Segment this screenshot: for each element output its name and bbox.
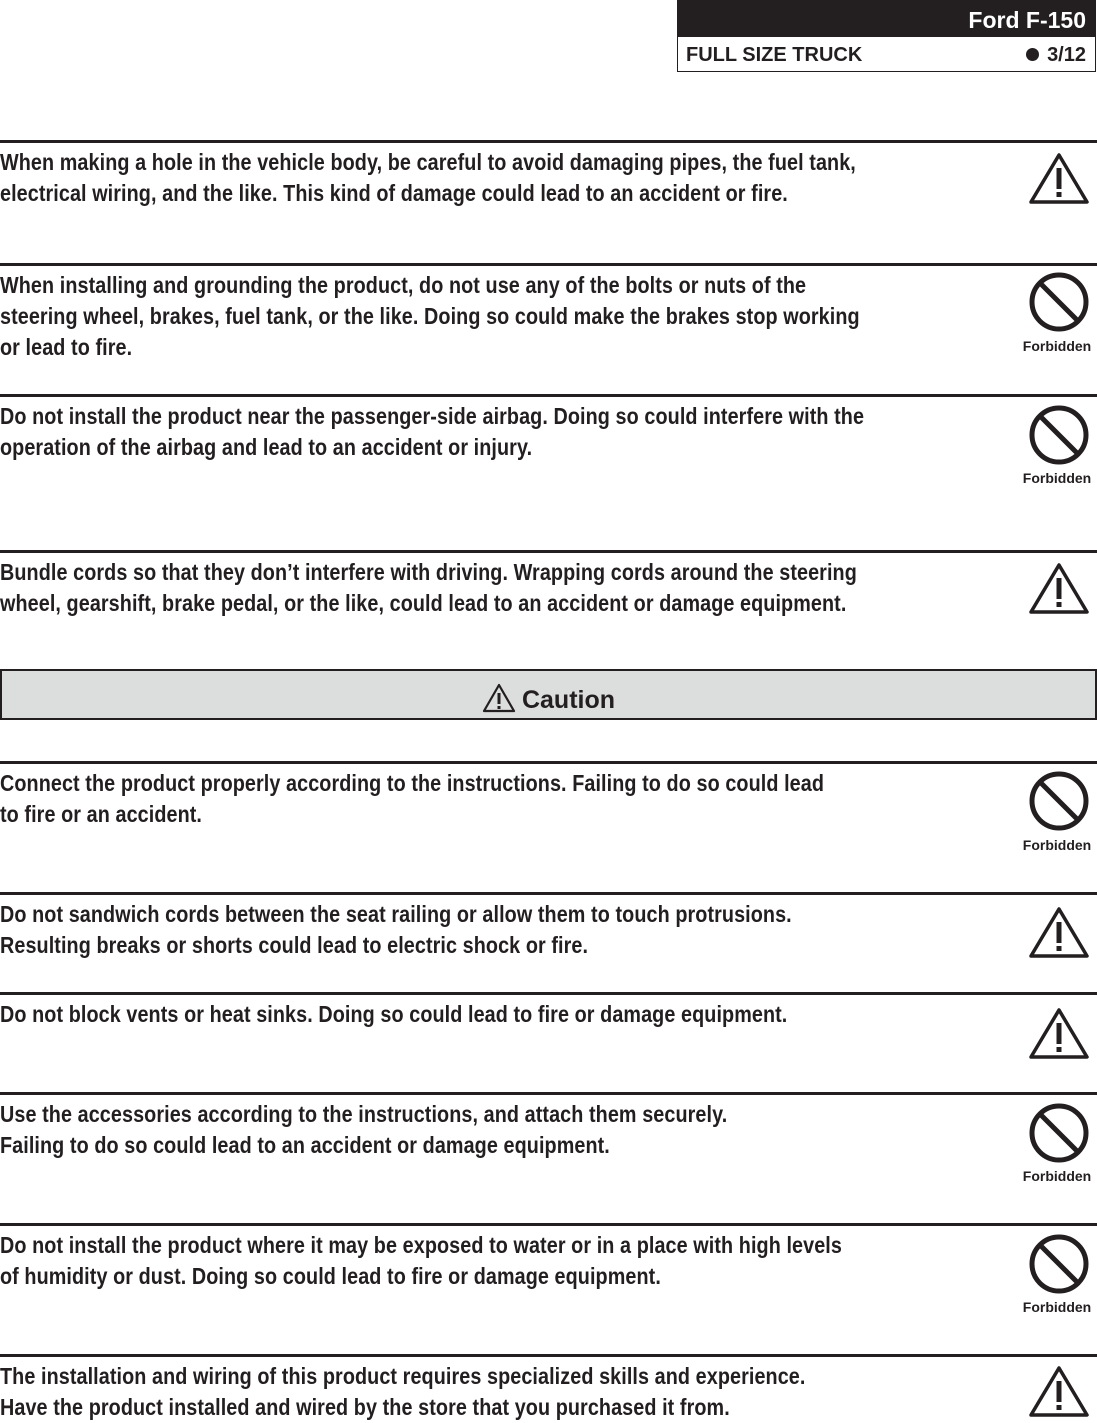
caution-banner: [0, 669, 1097, 720]
item-line: wheel, gearshift, brake pedal, or the like, could lead to an accident or damage equipment.: [0, 590, 847, 616]
item-line: Failing to do so could lead to an accident or damage equipment.: [0, 1132, 610, 1158]
item-line: Do not sandwich cords between the seat railing or allow them to touch protrusions.: [0, 901, 792, 927]
item-text: [0, 401, 873, 463]
item-line: Do not install the product where it may be exposed to water or in a place with high levels: [0, 1232, 842, 1258]
warning-icon: [1028, 151, 1090, 205]
model-header: [677, 0, 1096, 72]
warning-item: [0, 1354, 1097, 1422]
forbidden-label: Forbidden: [1022, 338, 1092, 354]
item-text: [0, 1230, 873, 1292]
forbidden-item: [0, 394, 1097, 547]
warning-item: [0, 892, 1097, 995]
forbidden-icon: [1028, 770, 1090, 832]
forbidden-icon: [1028, 404, 1090, 466]
forbidden-label: Forbidden: [1022, 470, 1092, 486]
forbidden-item: [0, 263, 1097, 396]
warning-icon: [1028, 561, 1090, 615]
forbidden-icon: [1028, 1233, 1090, 1295]
item-text: [0, 899, 873, 961]
warning-icon: [1028, 905, 1090, 959]
item-line: steering wheel, brakes, fuel tank, or the like. Doing so could make the brakes stop working: [0, 303, 860, 329]
forbidden-label: Forbidden: [1022, 837, 1092, 853]
caution-label: Caution: [521, 686, 616, 714]
item-line: The installation and wiring of this product requires specialized skills and experience.: [0, 1363, 806, 1389]
item-line: When installing and grounding the product, do not use any of the bolts or nuts of the: [0, 272, 807, 298]
forbidden-icon: [1028, 271, 1090, 333]
forbidden-item: [0, 1223, 1097, 1356]
item-line: Use the accessories according to the instructions, and attach them securely.: [0, 1101, 728, 1127]
item-line: electrical wiring, and the like. This kind of damage could lead to an accident or fire.: [0, 180, 788, 206]
category-bar: [678, 37, 1095, 71]
item-text: [0, 147, 873, 209]
item-text: [0, 1361, 873, 1423]
warning-icon: [1028, 1006, 1090, 1060]
item-line: or lead to fire.: [0, 334, 133, 360]
item-line: Resulting breaks or shorts could lead to electric shock or fire.: [0, 932, 589, 958]
vehicle-category: FULL SIZE TRUCK: [686, 44, 863, 66]
item-line: to fire or an accident.: [0, 801, 203, 827]
caution-icon: [482, 683, 516, 713]
item-line: Do not block vents or heat sinks. Doing so could lead to fire or damage equipment.: [0, 1001, 788, 1027]
forbidden-item: [0, 761, 1097, 892]
page-indicator: [1026, 37, 1086, 73]
item-line: Do not install the product near the passenger-side airbag. Doing so could interfere with the: [0, 403, 865, 429]
forbidden-label: Forbidden: [1022, 1299, 1092, 1315]
warning-icon: [1028, 1364, 1090, 1418]
page-number: 3/12: [1047, 44, 1086, 66]
forbidden-label: Forbidden: [1022, 1168, 1092, 1184]
item-text: [0, 557, 873, 619]
forbidden-item: [0, 1092, 1097, 1225]
item-text: [0, 768, 873, 830]
item-text: [0, 999, 873, 1030]
item-text: [0, 1099, 873, 1161]
item-line: of humidity or dust. Doing so could lead to fire or damage equipment.: [0, 1263, 661, 1289]
bullet-icon: [1026, 48, 1039, 61]
warning-item: [0, 992, 1097, 1095]
item-text: [0, 270, 873, 363]
forbidden-icon: [1028, 1102, 1090, 1164]
item-line: When making a hole in the vehicle body, be careful to avoid damaging pipes, the fuel tank,: [0, 149, 856, 175]
warning-item: [0, 140, 1097, 263]
item-line: operation of the airbag and lead to an accident or injury.: [0, 434, 533, 460]
model-title: Ford F-150: [678, 1, 1095, 37]
item-line: Have the product installed and wired by the store that you purchased it from.: [0, 1394, 730, 1420]
warning-item: [0, 550, 1097, 663]
item-line: Bundle cords so that they don’t interfere with driving. Wrapping cords around the steering: [0, 559, 857, 585]
item-line: Connect the product properly according to the instructions. Failing to do so could lead: [0, 770, 825, 796]
